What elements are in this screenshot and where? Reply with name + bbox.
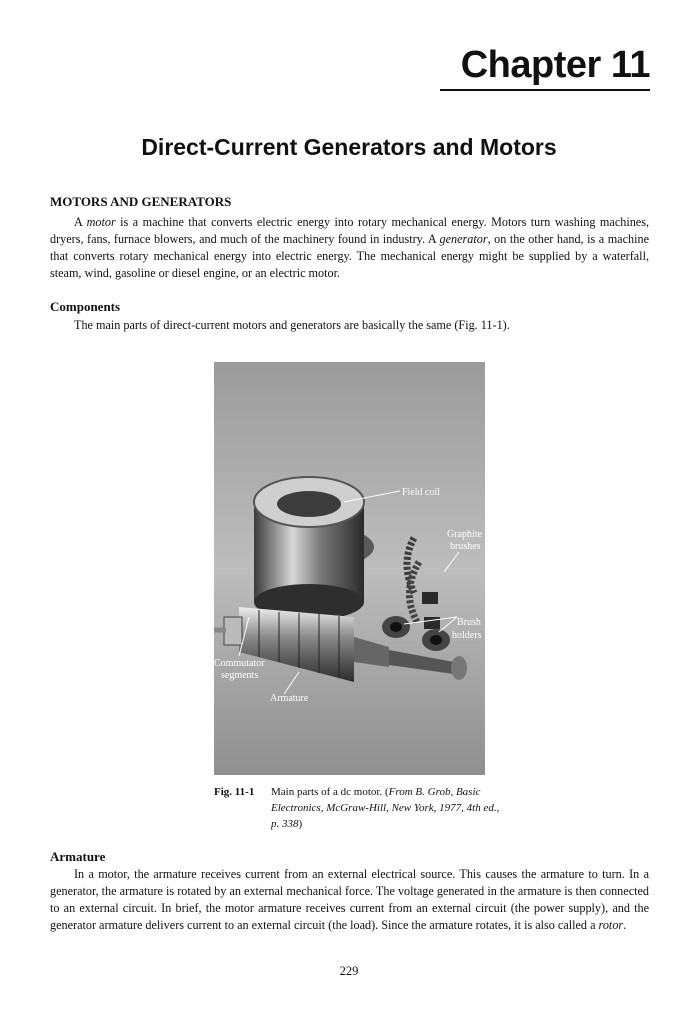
figure-number: Fig. 11-1 — [214, 786, 255, 798]
label-brush: Brush — [457, 617, 481, 628]
figure-caption-text: Main parts of a dc motor. (From B. Grob, Basic Electronics, McGraw-Hill, New York, 1977, 4th ed., p. 338) — [271, 786, 500, 830]
page-number: 229 — [339, 964, 359, 978]
label-armature: Armature — [270, 693, 309, 704]
paragraph-motors-generators: A motor is a machine that converts electric energy into rotary mechanical energy. Motors turn washing machines, dryers, fans, furnace blowers, and much of the machinery found in industry. A generator, on the other hand, is a machine that converts rotary mechanical energy into electric energy. The mechanical energy might be supplied by a waterfall, steam, wind, gasoline or diesel engine, or an electric motor. — [50, 215, 649, 280]
section-heading-armature: Armature — [50, 849, 106, 864]
label-commutator: Commutator — [214, 658, 265, 669]
section-heading-motors-generators: MOTORS AND GENERATORS — [50, 194, 232, 209]
field-coil-part — [254, 477, 374, 620]
chapter-label: Chapter 11 — [460, 44, 650, 86]
section-heading-components: Components — [50, 299, 121, 314]
label-graphite: Graphite — [447, 529, 482, 540]
label-brushes: brushes — [450, 541, 481, 552]
paragraph-armature: In a motor, the armature receives current from an external electrical source. This causes the armature to turn. In a generator, the armature is rotated by an external mechanical force. The voltage generated in the armature is then connected to an external circuit. In brief, the motor armature receives current from an external circuit (the power supply), and the generator armature delivers current to an external circuit (the load). Since the armature rotates, it is also called a rotor. — [50, 867, 649, 932]
paragraph-components: The main parts of direct-current motors and generators are basically the same (Fig. 11-1). — [74, 318, 510, 332]
dc-motor-photo — [214, 362, 485, 775]
label-segments: segments — [221, 670, 259, 681]
label-field-coil: Field coil — [402, 487, 441, 498]
figure-dc-motor-parts — [214, 362, 485, 775]
chapter-title: Direct-Current Generators and Motors — [141, 134, 557, 160]
label-holders: holders — [452, 630, 482, 641]
chapter-heading — [440, 44, 650, 91]
